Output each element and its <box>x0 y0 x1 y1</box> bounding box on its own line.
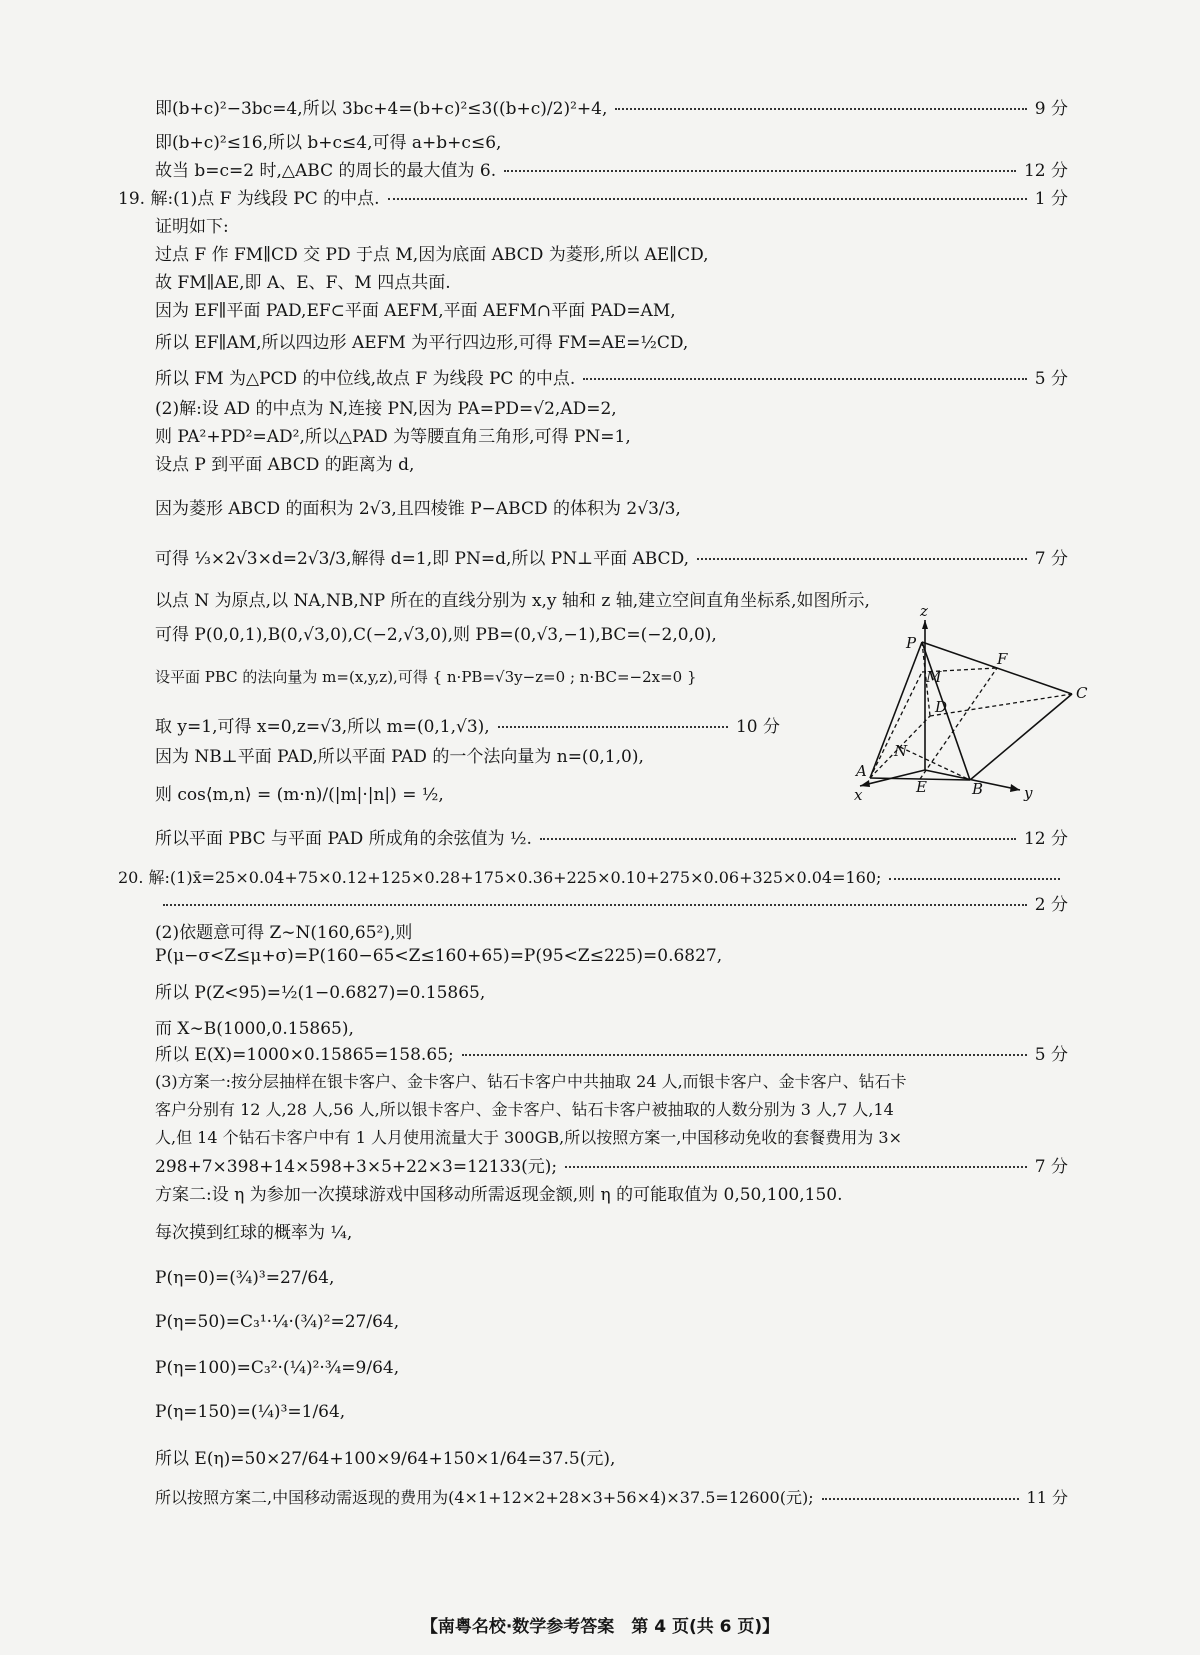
solution-line <box>155 660 780 692</box>
line-text: 因为 EF∥平面 PAD,EF⊂平面 AEFM,平面 AEFM∩平面 PAD=AM, <box>155 300 676 321</box>
dot-leader <box>540 838 1016 840</box>
line-text: P(η=100)=C₃²·(¼)²·¾=9/64, <box>155 1358 400 1378</box>
line-text: P(η=150)=(¼)³=1/64, <box>155 1402 346 1422</box>
line-text: 所以 EF∥AM,所以四边形 AEFM 为平行四边形,可得 FM=AE=½CD, <box>155 332 689 353</box>
solution-line <box>155 738 780 770</box>
line-text: 298+7×398+14×598+3×5+22×3=12133(元); <box>155 1156 558 1177</box>
line-text: 可得 P(0,0,1),B(0,√3,0),C(−2,√3,0),则 PB=(0,√3,−1),BC=(−2,0,0), <box>155 624 717 645</box>
score-mark: 9 分 <box>1034 98 1068 119</box>
line-text: 可得 ⅓×2√3×d=2√3/3,解得 d=1,即 PN=d,所以 PN⊥平面 ABCD, <box>155 548 689 569</box>
line-text: P(μ−σ<Z≤μ+σ)=P(160−65<Z≤160+65)=P(95<Z≤225)=0.6827, <box>155 946 723 966</box>
line-text: 则 cos⟨m,n⟩ = (m·n)/(|m|·|n|) = ½, <box>155 784 444 805</box>
line-text: P(η=50)=C₃¹·¼·(¾)²=27/64, <box>155 1312 400 1332</box>
dot-leader <box>822 1498 1019 1500</box>
line-text: 方案二:设 η 为参加一次摸球游戏中国移动所需返现金额,则 η 的可能取值为 0,50,100,150. <box>155 1184 843 1205</box>
line-text: 20. 解:(1)x̄=25×0.04+75×0.12+125×0.28+175×0.36+225×0.10+275×0.06+325×0.04=160; <box>118 867 882 887</box>
line-text: 因为菱形 ABCD 的面积为 2√3,且四棱锥 P−ABCD 的体积为 2√3/3, <box>155 498 681 519</box>
line-text: (3)方案一:按分层抽样在银卡客户、金卡客户、钻石卡客户中共抽取 24 人,而银卡客户、金卡客户、钻石卡 <box>155 1071 907 1091</box>
segment-AM <box>870 672 922 778</box>
solution-line <box>155 1176 1068 1208</box>
solution-line <box>155 324 1068 356</box>
line-text: (2)解:设 AD 的中点为 N,连接 PN,因为 PA=PD=√2,AD=2, <box>155 398 617 419</box>
dot-leader <box>504 170 1016 172</box>
line-text: 所以 E(X)=1000×0.15865=158.65; <box>155 1044 454 1065</box>
label-D: D <box>935 698 948 716</box>
solution-line <box>155 776 780 808</box>
label-B: B <box>972 780 984 798</box>
line-text: 故当 b=c=2 时,△ABC 的周长的最大值为 6. <box>155 160 497 181</box>
label-P: P <box>906 634 917 652</box>
line-text: (2)依题意可得 Z∼N(160,65²),则 <box>155 922 413 943</box>
dot-leader <box>697 558 1027 560</box>
line-text: 即(b+c)²−3bc=4,所以 3bc+4=(b+c)²≤3((b+c)/2)²+4, <box>155 98 608 119</box>
line-text: 过点 F 作 FM∥CD 交 PD 于点 M,因为底面 ABCD 为菱形,所以 AE∥CD, <box>155 244 709 265</box>
label-F: F <box>997 650 1008 668</box>
line-text: 即(b+c)²≤16,所以 b+c≤4,可得 a+b+c≤6, <box>155 132 502 153</box>
label-M: M <box>926 668 942 686</box>
solution-line <box>155 616 780 648</box>
line-text: 证明如下: <box>155 216 229 237</box>
line-text: 设点 P 到平面 ABCD 的距离为 d, <box>155 454 415 475</box>
label-C: C <box>1076 684 1088 702</box>
solution-line <box>155 540 1068 572</box>
dot-leader <box>889 878 1060 880</box>
dot-leader <box>615 108 1026 110</box>
solution-line <box>155 1306 1068 1338</box>
solution-line <box>155 1262 1068 1294</box>
line-text: 故 FM∥AE,即 A、E、F、M 四点共面. <box>155 272 451 293</box>
solution-line <box>155 1352 1068 1384</box>
line-text: 而 X∼B(1000,0.15865), <box>155 1018 354 1039</box>
line-text: 19. 解:(1)点 F 为线段 PC 的中点. <box>118 188 380 209</box>
line-text: 取 y=1,可得 x=0,z=√3,所以 m=(0,1,√3), <box>155 716 490 737</box>
solution-line <box>155 1440 1068 1472</box>
solution-line <box>155 708 780 740</box>
solution-line <box>155 292 1068 324</box>
score-mark: 11 分 <box>1026 1487 1068 1507</box>
label-E: E <box>916 778 927 796</box>
label-N: N <box>894 742 908 760</box>
solution-line <box>155 90 1068 122</box>
solution-line <box>155 940 1068 972</box>
line-text: 客户分别有 12 人,28 人,56 人,所以银卡客户、金卡客户、钻石卡客户被抽取的人数分别为 3 人,7 人,14 <box>155 1099 894 1119</box>
solution-line <box>155 1214 1068 1246</box>
solution-line <box>155 820 1068 852</box>
line-text: 以点 N 为原点,以 NA,NB,NP 所在的直线分别为 x,y 轴和 z 轴,建立空间直角坐标系,如图所示, <box>155 590 870 611</box>
line-text: 设平面 PBC 的法向量为 m=(x,y,z),可得 { n·PB=√3y−z=0 ; n·BC=−2x=0 } <box>155 667 697 686</box>
solution-line <box>155 360 1068 392</box>
line-text: P(η=0)=(¾)³=27/64, <box>155 1268 335 1288</box>
score-mark: 5 分 <box>1034 368 1068 389</box>
dot-leader <box>498 726 728 728</box>
label-x: x <box>854 786 863 804</box>
solution-line <box>155 490 1068 522</box>
pyramid-coordinate-figure <box>854 602 1088 804</box>
dot-leader <box>163 904 1027 906</box>
dot-leader <box>583 378 1027 380</box>
line-text: 所以 FM 为△PCD 的中位线,故点 F 为线段 PC 的中点. <box>155 368 576 389</box>
line-text: 所以平面 PBC 与平面 PAD 所成角的余弦值为 ½. <box>155 828 532 849</box>
solution-line <box>155 1480 1068 1512</box>
score-mark: 5 分 <box>1034 1044 1068 1065</box>
line-text: 所以 E(η)=50×27/64+100×9/64+150×1/64=37.5(元), <box>155 1448 616 1469</box>
score-mark: 10 分 <box>735 716 780 737</box>
dot-leader <box>388 198 1027 200</box>
solution-line <box>155 1396 1068 1428</box>
score-mark: 2 分 <box>1034 894 1068 915</box>
line-text: 所以按照方案二,中国移动需返现的费用为(4×1+12×2+28×3+56×4)×37.5=12600(元); <box>155 1487 814 1507</box>
score-mark: 12 分 <box>1023 828 1068 849</box>
score-mark: 7 分 <box>1034 1156 1068 1177</box>
score-mark: 7 分 <box>1034 548 1068 569</box>
label-A: A <box>856 762 867 780</box>
line-text: 人,但 14 个钻石卡客户中有 1 人月使用流量大于 300GB,所以按照方案一,中国移动免收的套餐费用为 3× <box>155 1127 902 1147</box>
solution-line <box>155 974 1068 1006</box>
label-y: y <box>1024 784 1033 802</box>
line-text: 因为 NB⊥平面 PAD,所以平面 PAD 的一个法向量为 n=(0,1,0), <box>155 746 644 767</box>
solution-line <box>155 582 1068 614</box>
label-z: z <box>920 602 928 620</box>
dot-leader <box>565 1166 1027 1168</box>
score-mark: 1 分 <box>1034 188 1068 209</box>
line-text: 则 PA²+PD²=AD²,所以△PAD 为等腰直角三角形,可得 PN=1, <box>155 426 631 447</box>
page-footer: 【南粤名校·数学参考答案 第 4 页(共 6 页)】 <box>420 1617 780 1637</box>
solution-line <box>155 446 1068 478</box>
line-text: 所以 P(Z<95)=½(1−0.6827)=0.15865, <box>155 982 486 1003</box>
dot-leader <box>462 1054 1027 1056</box>
score-mark: 12 分 <box>1023 160 1068 181</box>
line-text: 每次摸到红球的概率为 ¼, <box>155 1222 353 1243</box>
